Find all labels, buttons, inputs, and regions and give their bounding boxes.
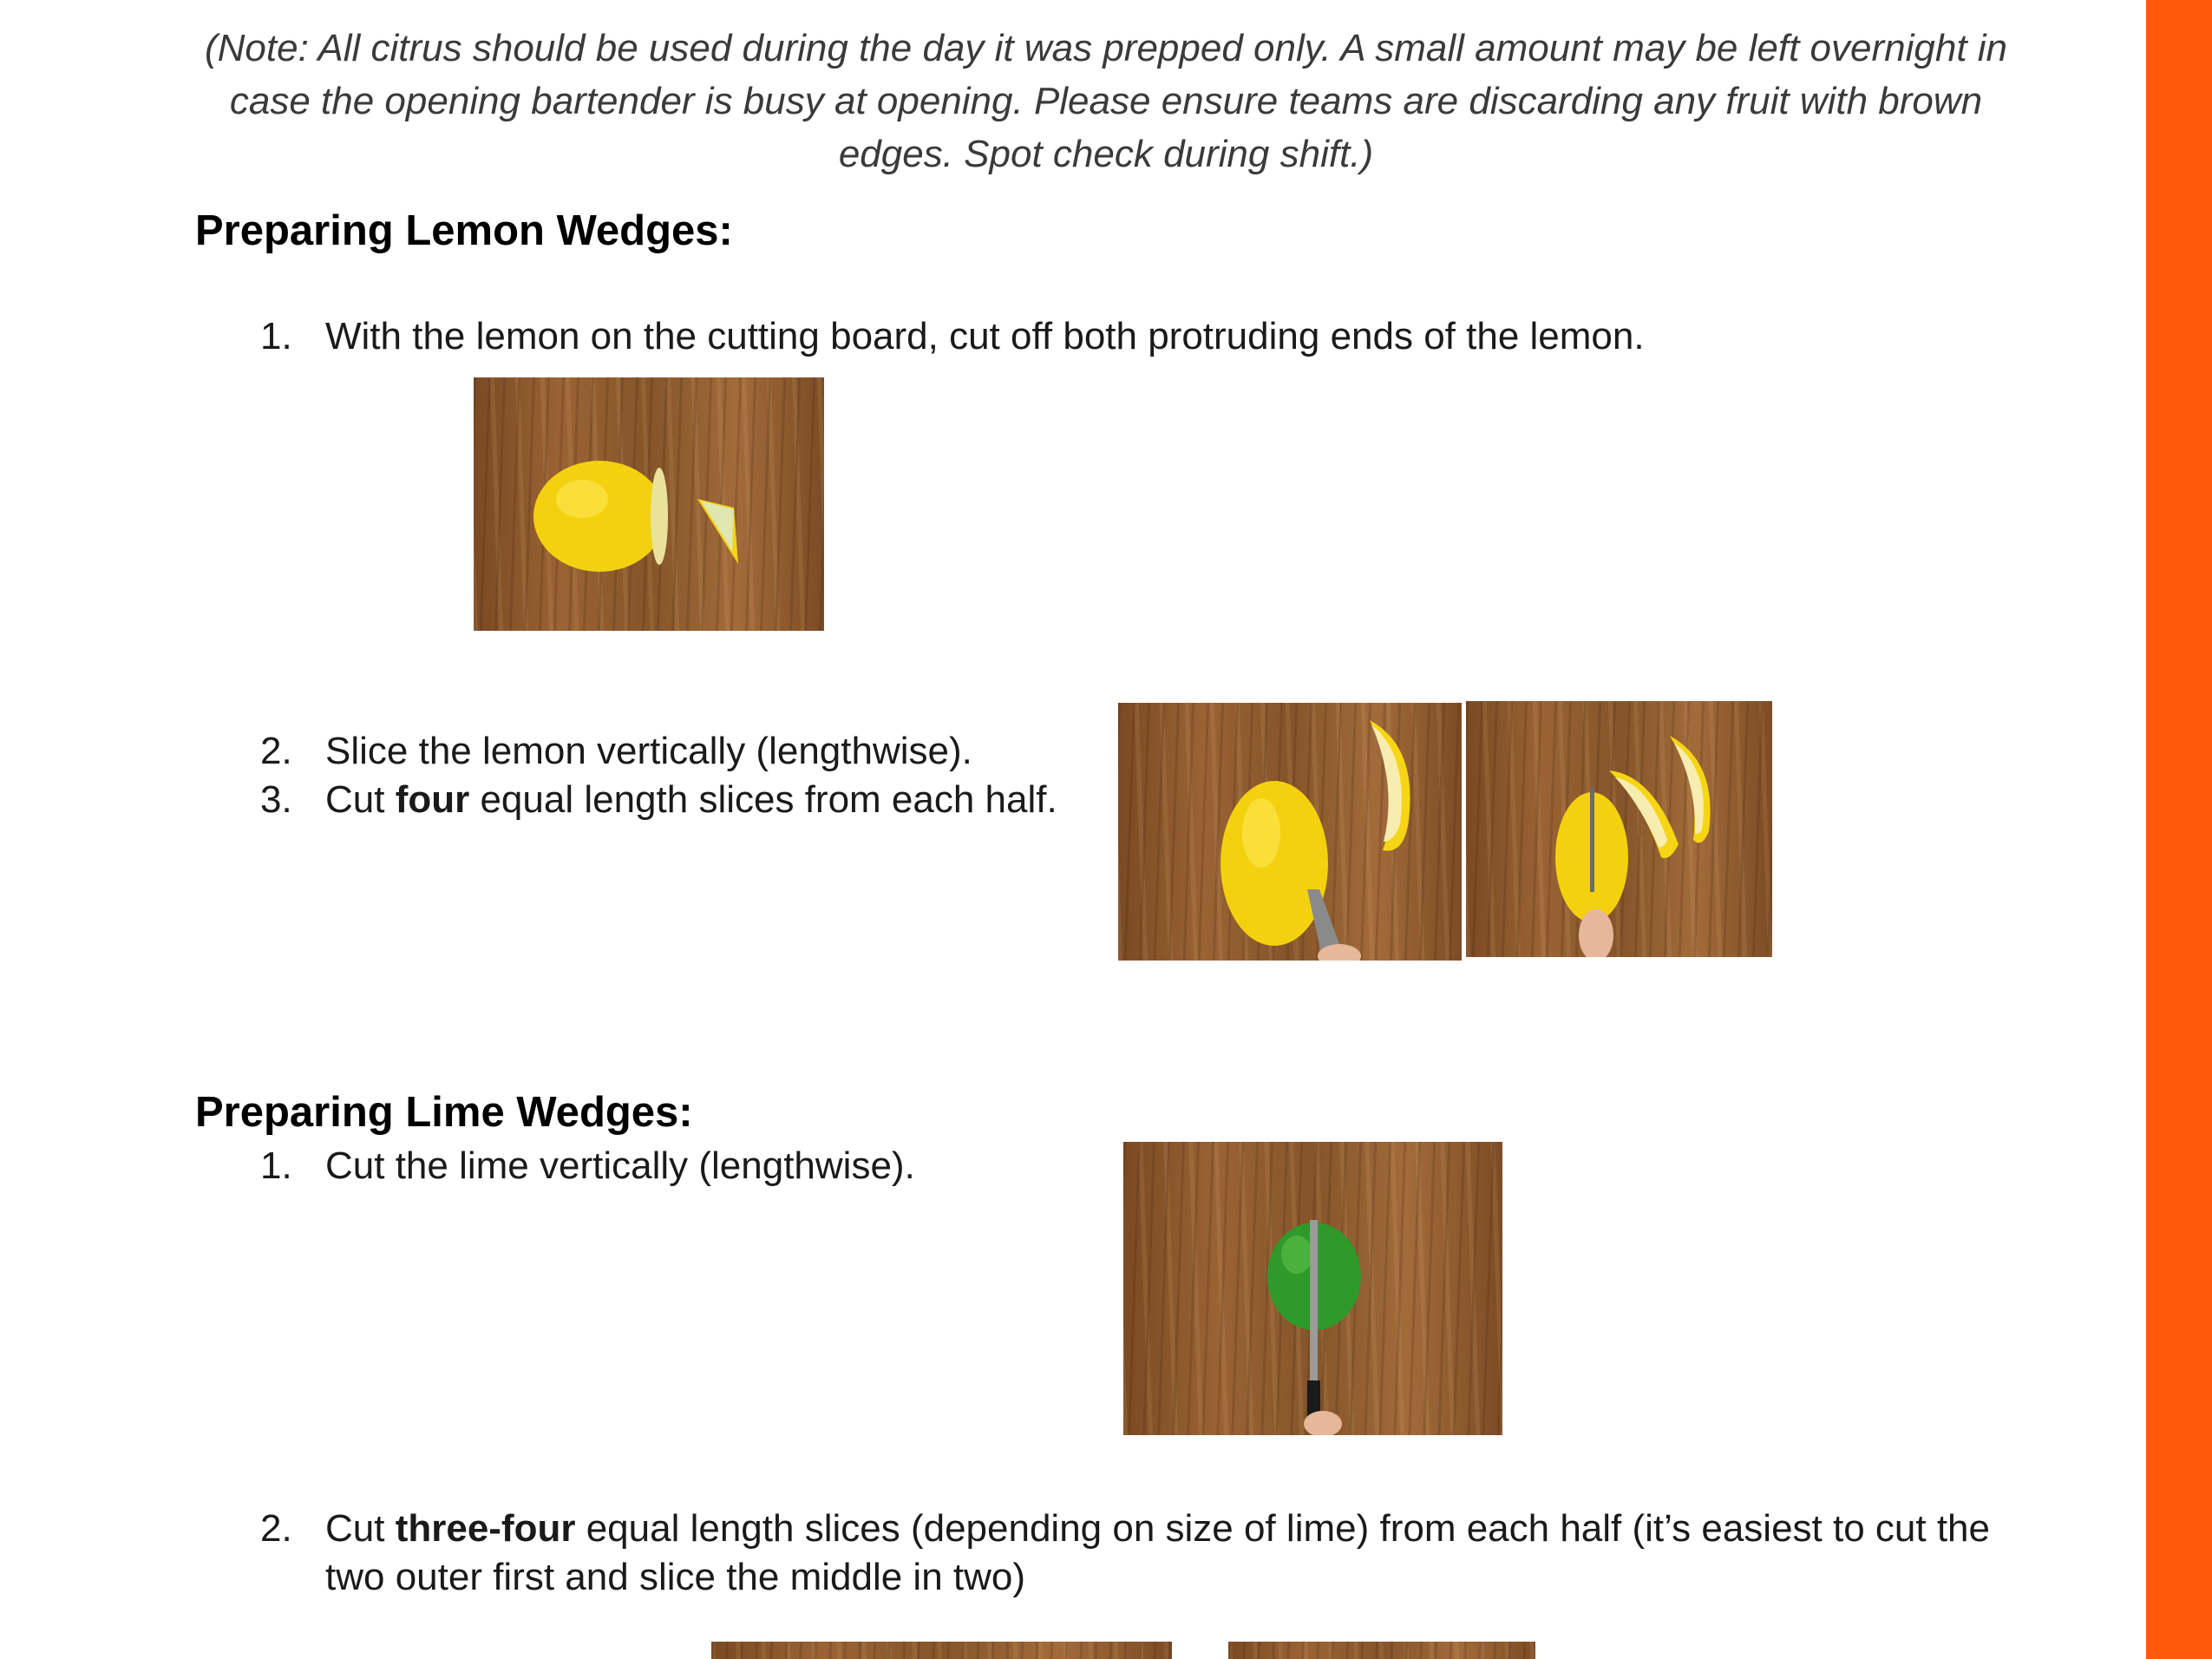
step-text: Cut the lime vertically (lengthwise). [325,1144,915,1187]
step-number: 1. [260,315,292,357]
lemon-ends-cut-photo [474,377,824,631]
lemon-section-heading: Preparing Lemon Wedges: [195,207,733,254]
lime-slicing-photo-2 [1228,1642,1535,1659]
lemon-halving-photo [1118,703,1462,961]
lime-slicing-photo-1 [711,1642,1172,1659]
lime-section-heading: Preparing Lime Wedges: [195,1089,693,1136]
orange-side-bar [2146,0,2212,1659]
lime-halving-photo [1123,1142,1502,1435]
step-number: 3. [260,778,292,821]
step-number: 1. [260,1144,292,1187]
step-text: Cut four equal length slices from each half. [325,778,1057,821]
lemon-slicing-photo [1466,701,1772,957]
prep-note: (Note: All citrus should be used during the day it was prepped only. A small amount may be left overnight in case the opening bartender is busy at opening. Please ensure teams are discarding any fruit with brown edges. Spot check during shift.) [204,27,2008,175]
step-text: Cut three-four equal length slices (depending on size of lime) from each half (it’s easiest to cut the two outer first and slice the middle in two) [325,1507,1990,1598]
step-number: 2. [260,1507,292,1550]
step-text: With the lemon on the cutting board, cut off both protruding ends of the lemon. [325,315,1645,357]
step-text: Slice the lemon vertically (lengthwise). [325,730,972,772]
step-number: 2. [260,730,292,772]
